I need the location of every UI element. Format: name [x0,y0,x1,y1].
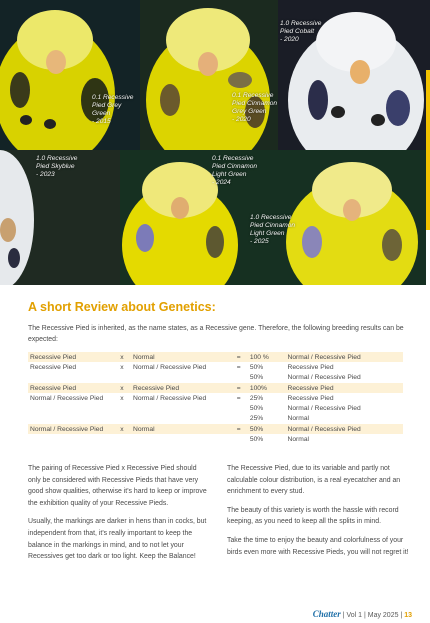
parent-b-cell: Normal / Recessive Pied [133,363,207,371]
photo-recessive-pied-cinnamon-grey-green [140,0,278,150]
page-footer [313,609,412,619]
cross-symbol: x [113,383,131,393]
table-row [28,393,403,403]
result-cell: Normal / Recessive Pied [285,352,403,362]
cross-symbol [113,373,131,383]
parent-a-cell: Normal / Recessive Pied [30,394,104,402]
parent-b-cell [131,414,230,424]
cross-symbol: x [113,424,131,434]
equals-symbol [230,373,248,383]
cross-symbol [113,414,131,424]
parent-a-cell: Recessive Pied [28,352,113,362]
intro-paragraph: The Recessive Pied is inherited, as the name states, as a Recessive gene. Therefore, the following breeding results can be expected: [28,325,404,343]
parent-a-cell [28,414,113,424]
section-heading: A short Review about Genetics: [28,300,216,314]
parent-a-cell [28,434,113,444]
result-cell: Normal / Recessive Pied [285,424,403,434]
equals-symbol [230,403,248,413]
result-cell: Normal / Recessive Pied [287,374,361,382]
parent-a-cell: Recessive Pied [30,363,77,371]
percent-cell: 100 % [248,352,286,362]
result-cell: Normal [287,415,310,423]
photo-recessive-pied-grey-green [0,0,140,150]
parent-a-cell: Normal / Recessive Pied [28,424,113,434]
percent-cell: 25% [249,415,264,423]
table-row [28,383,403,393]
photo-caption: 1.0 Recessive Pied Cinnamon Light Green - 2025 [250,214,296,245]
photo-caption: 0.1 Recessive Pied Cinnamon Light Green - 2024 [212,155,258,186]
result-cell: Recessive Pied [287,363,334,371]
equals-symbol [230,414,248,424]
parent-b-cell: Recessive Pied [131,383,230,393]
percent-cell: 50% [249,405,264,413]
equals-symbol: = [236,394,241,402]
result-cell: Normal / Recessive Pied [287,405,361,413]
result-cell: Normal [287,436,310,444]
percent-cell: 25% [249,394,264,402]
paragraph: The Recessive Pied, due to its variable and partly not calculable colour distribution, is a real eyecatcher and an enrichment to every stud. [227,465,401,496]
parent-b-cell [131,373,230,383]
table-row [28,373,403,383]
cross-symbol [113,434,131,444]
table-row [28,424,403,434]
photo-caption: 1.0 Recessive Pied Cobalt - 2020 [280,20,322,43]
parent-b-cell [131,434,230,444]
cross-symbol: x [113,352,131,362]
page-number: 13 [404,612,412,619]
parent-b-cell: Normal [131,352,230,362]
equals-symbol: = [236,363,241,371]
equals-symbol: = [230,352,248,362]
parent-b-cell [131,403,230,413]
parent-b-cell: Normal [131,424,230,434]
photo-caption: 0.1 Recessive Pied Grey Green - 2015 [92,94,134,125]
percent-cell: 100% [248,383,286,393]
percent-cell: 50% [249,436,264,444]
right-column [227,463,409,565]
left-column [28,463,210,570]
equals-symbol: = [230,424,248,434]
paragraph: Usually, the markings are darker in hens than in cocks, but independent from that, it's really important to keep the balance in the markings in mind, and to not let your Recessives get too dark or too light. Keep the Balance! [28,518,207,561]
cross-symbol: x [120,394,124,402]
cross-symbol [113,403,131,413]
result-cell: Recessive Pied [287,394,334,402]
parent-a-cell [28,403,113,413]
percent-cell: 50% [248,424,286,434]
equals-symbol [230,434,248,444]
percent-cell: 50% [249,363,264,371]
result-cell: Recessive Pied [285,383,403,393]
cross-symbol: x [120,363,124,371]
photo-caption: 1.0 Recessive Pied Skyblue - 2023 [36,155,78,178]
breeding-results-table [28,352,403,445]
table-row [28,362,403,372]
percent-cell: 50% [249,374,264,382]
magazine-brand: Chatter [312,609,341,619]
table-row [28,434,403,444]
parent-a-cell: Recessive Pied [28,383,113,393]
table-row [28,352,403,362]
issue-info: | Vol 1 | May 2025 | [342,612,403,619]
paragraph: The pairing of Recessive Pied x Recessive Pied should only be considered with Recessive Pieds that have very good show qualities, otherwise it's hard to keep or improve the exhibition quality of your Recessive Pieds. [28,465,207,507]
table-row [28,403,403,413]
paragraph: The beauty of this variety is worth the hassle with record keeping, as you need to keep all the splits in mind. [227,506,399,526]
equals-symbol: = [230,383,248,393]
parent-b-cell: Normal / Recessive Pied [133,394,207,402]
table-row [28,414,403,424]
parent-a-cell [28,373,113,383]
photo-caption: 0.1 Recessive Pied Cinnamon Grey Green - 2020 [232,92,278,123]
paragraph: Take the time to enjoy the beauty and colorfulness of your birds even more with Recessive Pieds, you will not regret it! [227,536,409,556]
side-accent-bar [426,70,430,230]
